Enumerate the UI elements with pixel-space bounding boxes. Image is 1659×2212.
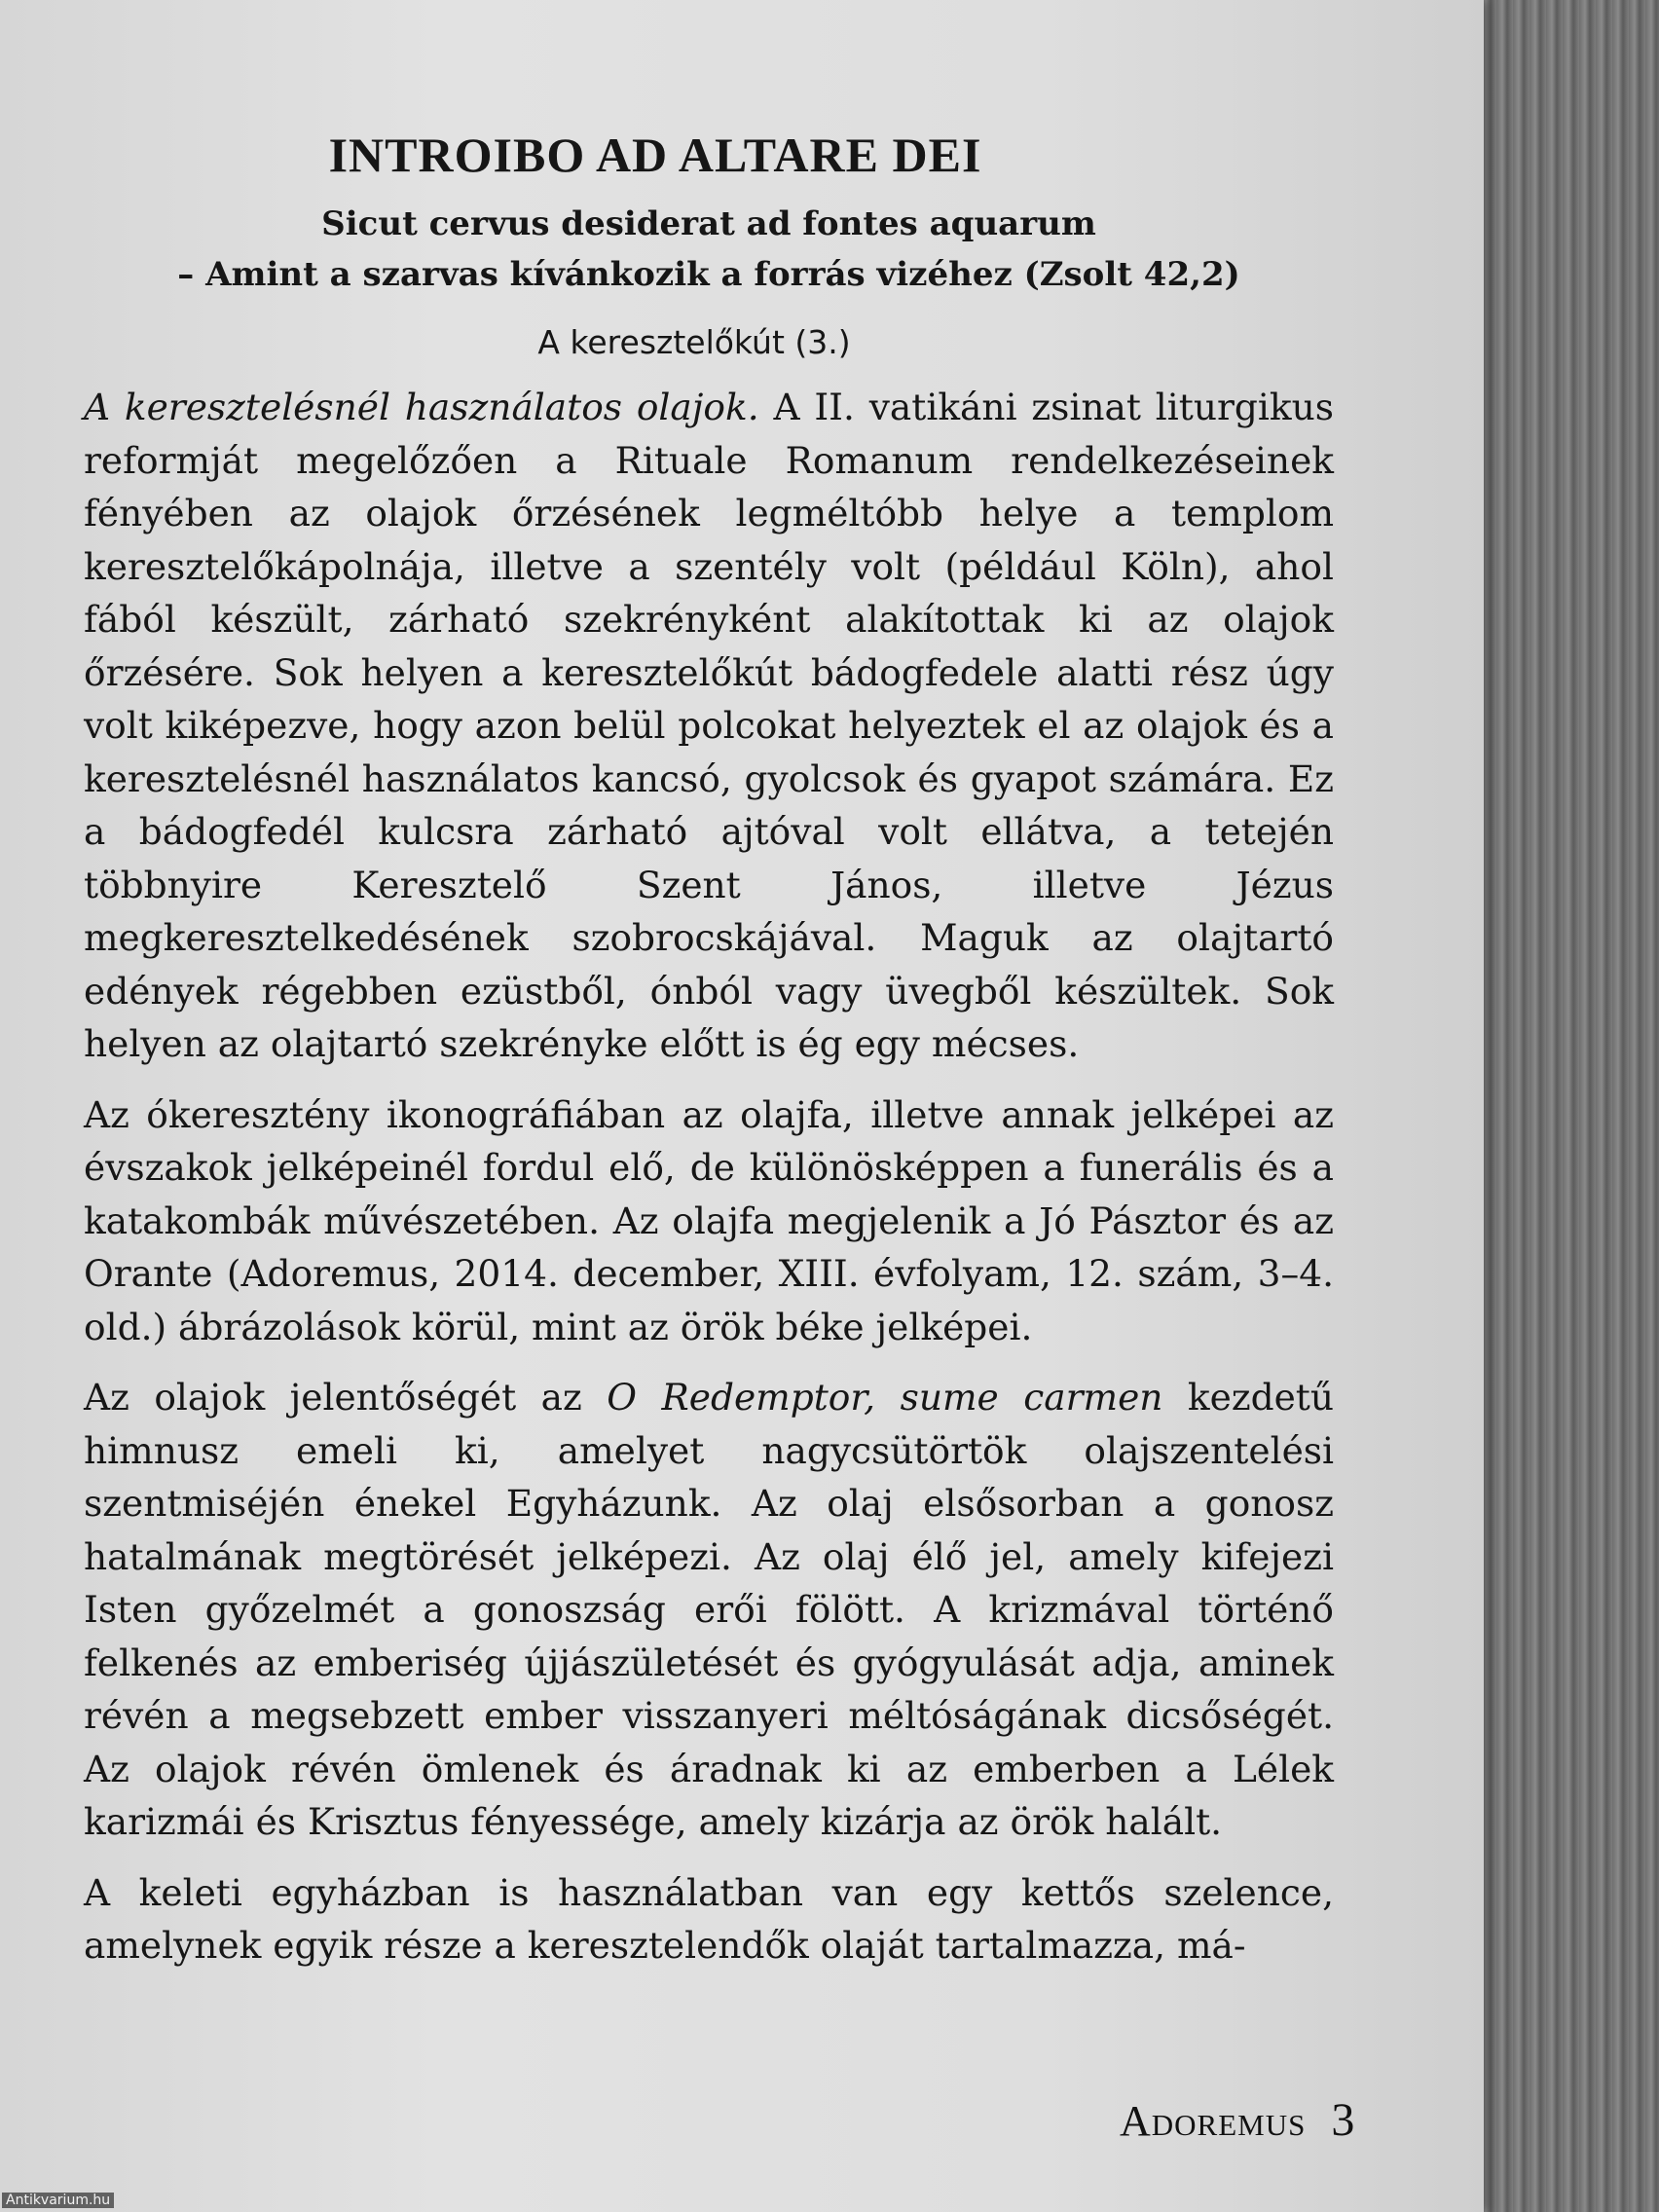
paragraph-3	[84, 1371, 1334, 1849]
publication-name: Adoremus	[1120, 2097, 1307, 2145]
paragraph-1-lead: A keresztelésnél használatos olajok.	[84, 386, 759, 428]
paragraph-1-body: A II. vatikáni zsinat liturgikus reformját megelőzően a Rituale Romanum rendelkezéseinek fényében az olajok őrzésének legméltóbb helye a templom keresztelőkápolnája, illetve a szentély volt (például Köln), ahol fából készült, zárható szekrényként alakítottak ki az olajok őrzésére. Sok helyen a keresztelőkút bádogfedele alatti rész úgy volt kiképezve, hogy azon belül polcokat helyeztek el az olajok és a keresztelésnél használatos kancsó, gyolcsok és gyapot számára. Ez a bádogfedél kulcsra zárható ajtóval volt ellátva, a tetején többnyire Keresztelő Szent János, illetve Jézus megkeresztelkedésének szobrocskájával. Maguk az olajtartó edények régebben ezüstből, ónból vagy üvegből készültek. Sok helyen az olajtartó szekrényke előtt is ég egy mécses.	[84, 386, 1335, 1065]
watermark: Antikvarium.hu	[2, 2193, 114, 2208]
hymn-title: O Redemptor, sume carmen	[607, 1376, 1163, 1419]
subtitle	[84, 199, 1334, 300]
section-heading: A keresztelőkút (3.)	[537, 323, 851, 361]
page-content	[84, 127, 1334, 1990]
page-title: INTROIBO AD ALTARE DEI	[328, 128, 982, 182]
subtitle-hungarian: – Amint a szarvas kívánkozik a forrás vizéhez (Zsolt 42,2)	[177, 255, 1240, 294]
paragraph-3-rest: kezdetű himnusz emeli ki, amelyet nagycsütörtök olajszentelési szentmiséjén énekel Egyházunk. Az olaj elsősorban a gonosz hatalmának megtörését jelképezi. Az olaj élő jel, amely kifejezi Isten győzelmét a gonoszság erői fölött. A krizmával történő felkenés az emberiség újjászületését és gyógyulását adja, aminek révén a megsebzett ember visszanyeri méltóságának dicsőségét. Az olajok révén ömlenek és áradnak ki az emberben a Lélek karizmái és Krisztus fényessége, amely kizárja az örök halált.	[84, 1376, 1335, 1843]
paragraph-3-start: Az olajok jelentőségét az	[84, 1376, 582, 1419]
dark-backdrop	[1480, 0, 1659, 2212]
page-footer	[1120, 2093, 1354, 2147]
paragraph-4: A keleti egyházban is használatban van egy kettős szelence, amelynek egyik része a keresztelendők olaját tartalmazza, má-	[84, 1870, 1334, 1967]
paragraph-1	[84, 381, 1334, 1071]
subtitle-latin: Sicut cervus desiderat ad fontes aquarum	[321, 204, 1096, 243]
page-number: 3	[1331, 2094, 1355, 2146]
paragraph-2: Az ókeresztény ikonográfiában az olajfa, illetve annak jelképei az évszakok jelképeinél fordul elő, de különösképpen a funerális és a katakombák művészetében. Az olajfa megjelenik a Jó Pásztor és az Orante (Adoremus, 2014. december, XIII. évfolyam, 12. szám, 3–4. old.) ábrázolások körül, mint az örök béke jelképei.	[84, 1092, 1334, 1348]
